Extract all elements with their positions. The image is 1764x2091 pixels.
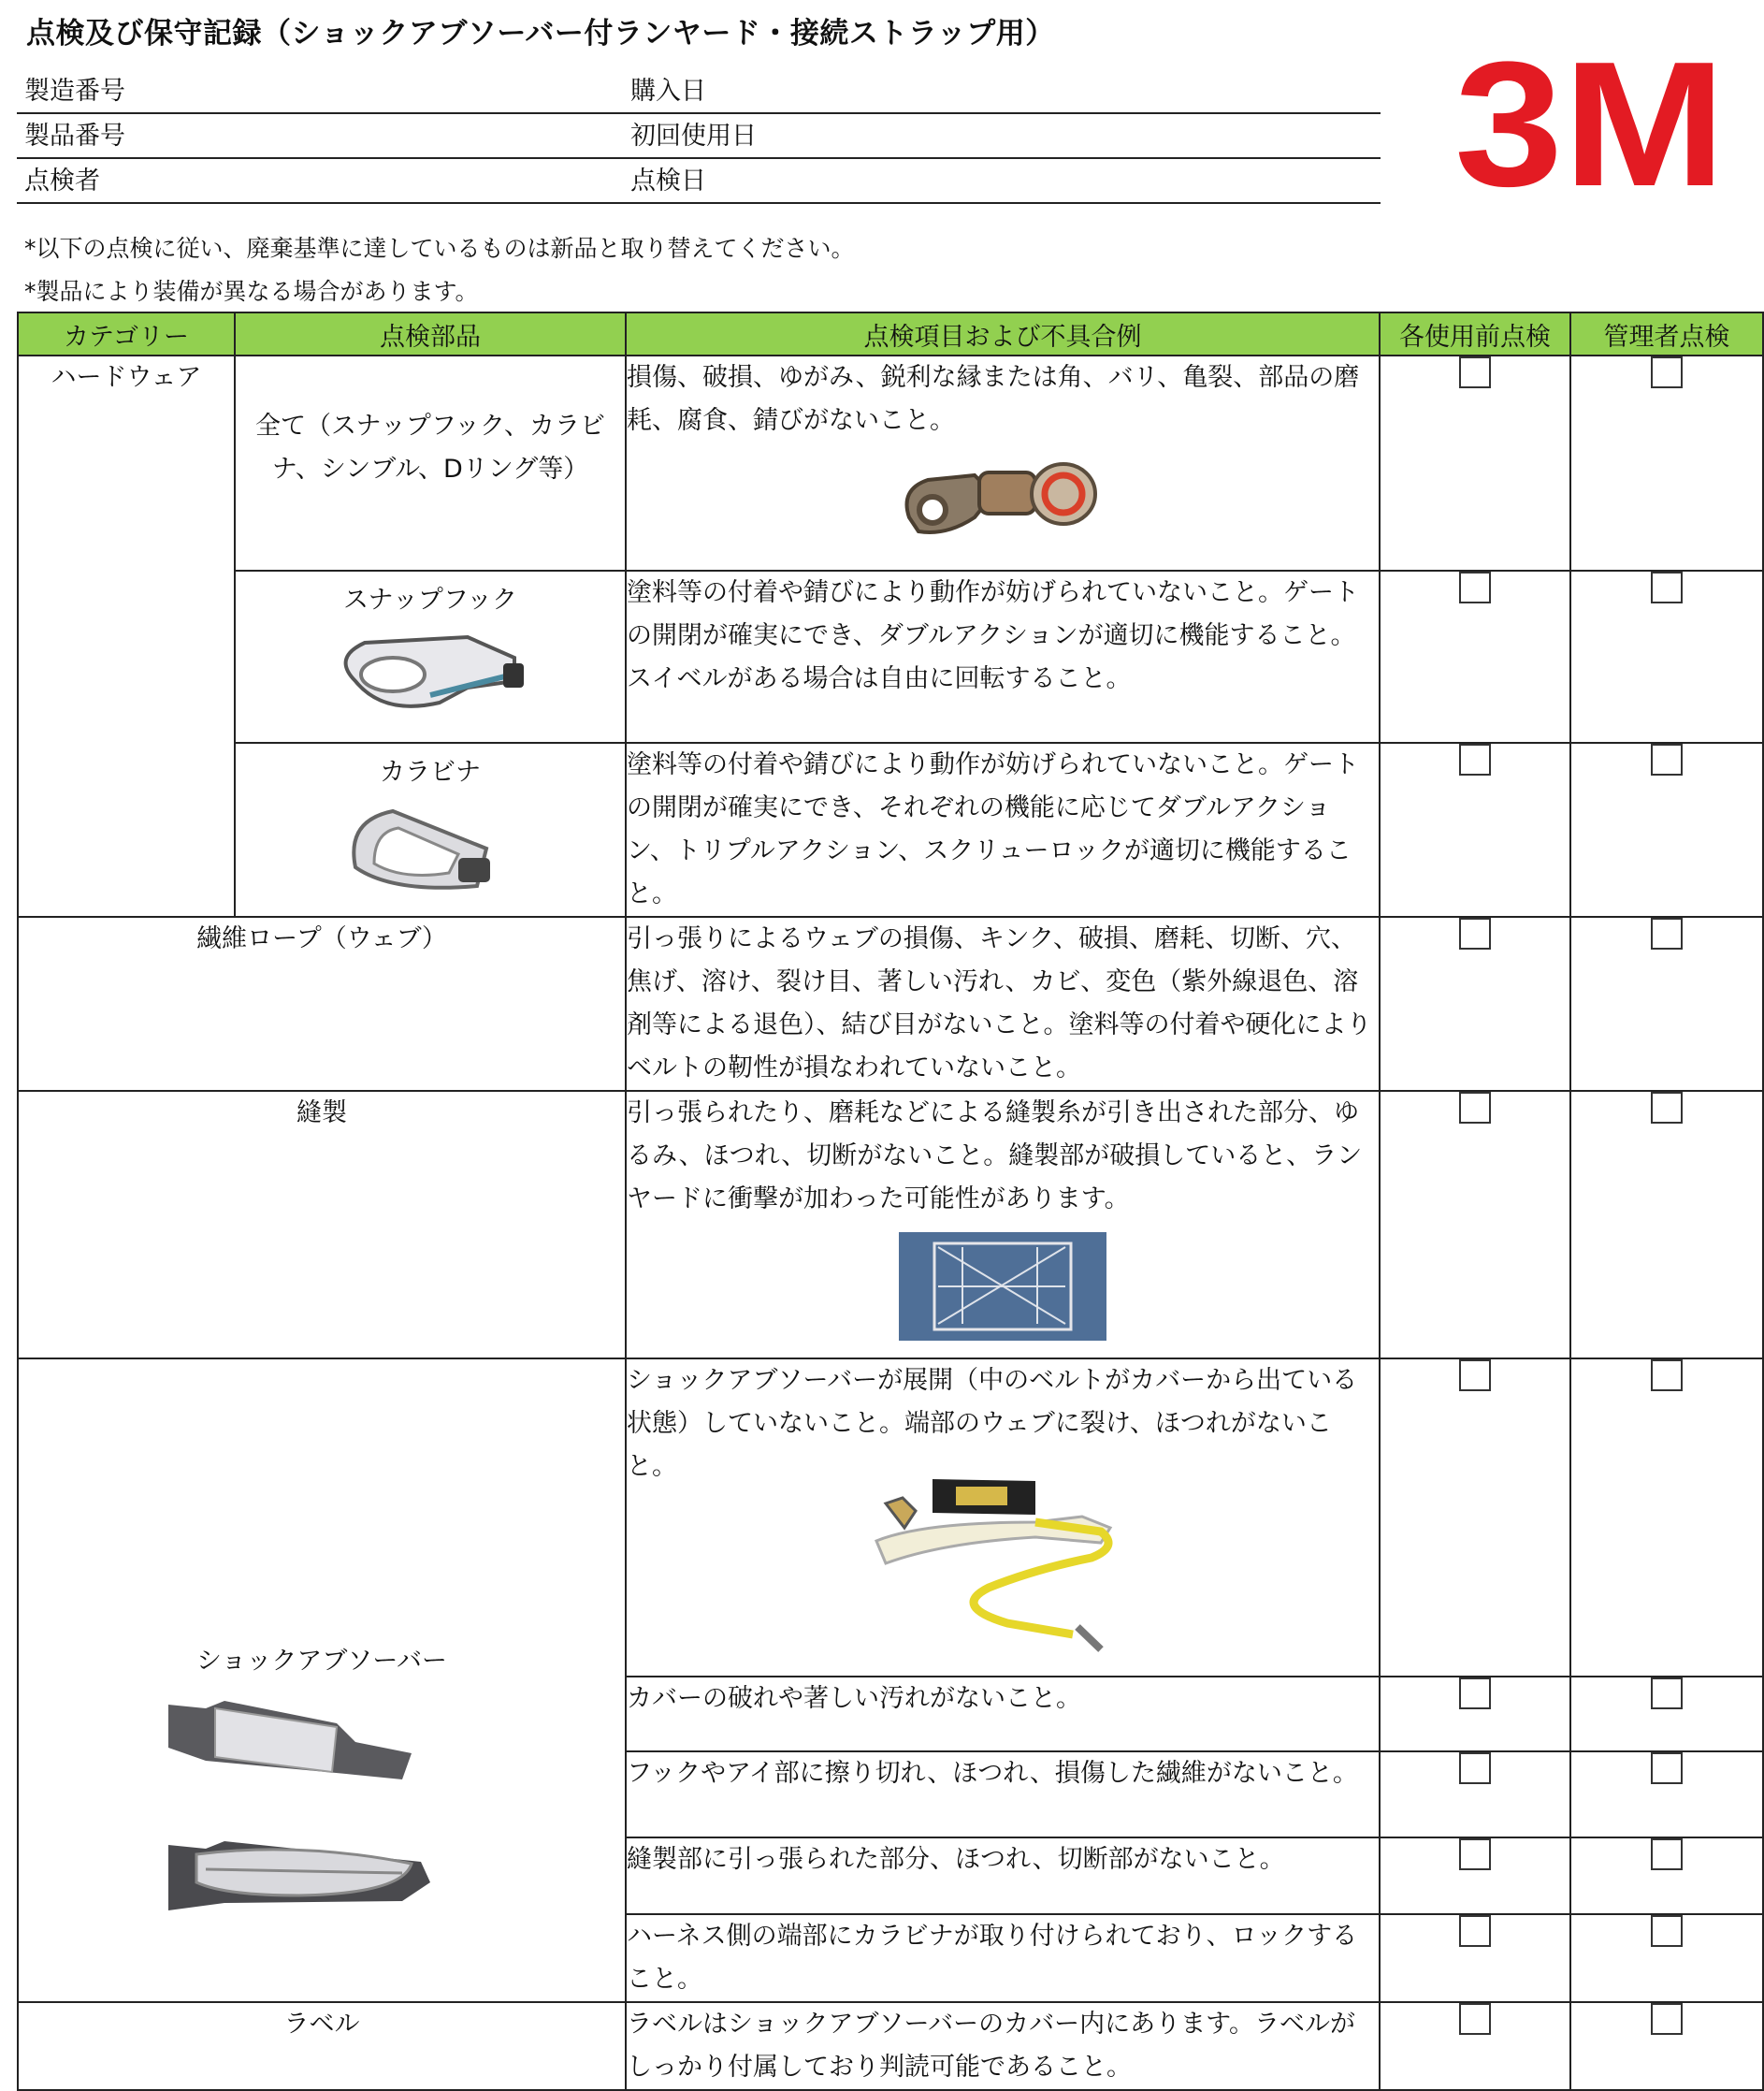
first-use-date-label: 初回使用日 xyxy=(630,122,757,151)
checkbox[interactable] xyxy=(1459,1677,1491,1709)
snap-hook-image xyxy=(327,630,533,714)
checkbox[interactable] xyxy=(1459,1752,1491,1784)
table-header-row xyxy=(18,312,1763,356)
table-row xyxy=(18,917,1763,1091)
table-row xyxy=(18,2002,1763,2090)
checkbox[interactable] xyxy=(1651,1838,1683,1870)
info-row xyxy=(17,114,1381,159)
desc-absorber-deployment xyxy=(626,1358,1380,1677)
admin-check[interactable] xyxy=(1570,1751,1763,1837)
checkbox[interactable] xyxy=(1651,918,1683,950)
category-label: ラベル xyxy=(18,2002,626,2090)
pre-use-check[interactable] xyxy=(1380,1358,1570,1677)
desc-absorber-hook-eye: フックやアイ部に擦り切れ、ほつれ、損傷した繊維がないこと。 xyxy=(626,1751,1380,1837)
stitching-image xyxy=(897,1230,1108,1343)
rusty-hardware-image xyxy=(890,452,1115,545)
checkbox[interactable] xyxy=(1651,744,1683,776)
desc-rope: 引っ張りによるウェブの損傷、キンク、破損、磨耗、切断、穴、焦げ、溶け、裂け目、著しい汚れ、カビ、変色（紫外線退色、溶剤等による退色）、結び目がないこと。塗料等の付着や硬化によりベルトの靭性が損なわれていないこと。 xyxy=(626,917,1380,1091)
checkbox[interactable] xyxy=(1459,1092,1491,1124)
desc-absorber-harness-end: ハーネス側の端部にカラビナが取り付けられており、ロックすること。 xyxy=(626,1914,1380,2002)
desc-absorber-stitching: 縫製部に引っ張られた部分、ほつれ、切断部がないこと。 xyxy=(626,1837,1380,1914)
checkbox[interactable] xyxy=(1651,356,1683,388)
pre-use-check[interactable] xyxy=(1380,1677,1570,1751)
shock-absorber-label: ショックアブソーバー xyxy=(195,1647,448,1676)
table-row xyxy=(18,571,1763,743)
pre-use-check[interactable] xyxy=(1380,1837,1570,1914)
category-rope: 繊維ロープ（ウェブ） xyxy=(18,917,626,1091)
checkbox[interactable] xyxy=(1459,1915,1491,1947)
checkbox[interactable] xyxy=(1651,572,1683,603)
part-carabiner-label: カラビナ xyxy=(380,758,481,787)
admin-check[interactable] xyxy=(1570,571,1763,743)
shock-absorber-image xyxy=(168,1695,430,1920)
carabiner-image xyxy=(337,802,524,895)
info-row xyxy=(17,69,1381,114)
header-pre-use: 各使用前点検 xyxy=(1380,312,1570,356)
admin-check[interactable] xyxy=(1570,917,1763,1091)
category-sewing: 縫製 xyxy=(18,1091,626,1358)
3m-logo xyxy=(1450,56,1730,196)
lanyard-image xyxy=(867,1466,1138,1653)
note-disposal: *以下の点検に従い、廃棄基準に達しているものは新品と取り替えてください。 xyxy=(24,235,855,262)
header-part: 点検部品 xyxy=(235,312,626,356)
category-shock-absorber xyxy=(18,1358,626,2002)
table-row xyxy=(18,743,1763,917)
pre-use-check[interactable] xyxy=(1380,1751,1570,1837)
inspection-date-label: 点検日 xyxy=(630,167,706,196)
desc-all-text: 損傷、破損、ゆがみ、鋭利な縁または角、バリ、亀裂、部品の磨耗、腐食、錆びがないこと。 xyxy=(627,363,1360,435)
part-snap-hook xyxy=(235,571,626,743)
checkbox[interactable] xyxy=(1459,356,1491,388)
svg-text:3M: 3M xyxy=(1454,56,1726,196)
checkbox[interactable] xyxy=(1651,1752,1683,1784)
checkbox[interactable] xyxy=(1651,1677,1683,1709)
checkbox[interactable] xyxy=(1459,572,1491,603)
desc-label: ラベルはショックアブソーバーのカバー内にあります。ラベルがしっかり付属しており判読可能であること。 xyxy=(626,2002,1380,2090)
table-row xyxy=(18,1091,1763,1358)
header-category: カテゴリー xyxy=(18,312,235,356)
admin-check[interactable] xyxy=(1570,356,1763,571)
checkbox[interactable] xyxy=(1651,1359,1683,1391)
pre-use-check[interactable] xyxy=(1380,1914,1570,2002)
admin-check[interactable] xyxy=(1570,1358,1763,1677)
checkbox[interactable] xyxy=(1459,1359,1491,1391)
pre-use-check[interactable] xyxy=(1380,2002,1570,2090)
part-snap-hook-label: スナップフック xyxy=(342,586,518,615)
desc-all xyxy=(626,356,1380,571)
admin-check[interactable] xyxy=(1570,743,1763,917)
checkbox[interactable] xyxy=(1459,1838,1491,1870)
inspector-label: 点検者 xyxy=(24,167,100,196)
info-row xyxy=(17,159,1381,204)
purchase-date-label: 購入日 xyxy=(630,77,706,106)
page-title: 点検及び保守記録（ショックアブソーバー付ランヤード・接続ストラップ用） xyxy=(26,17,1055,51)
checkbox[interactable] xyxy=(1459,2003,1491,2035)
checkbox[interactable] xyxy=(1459,744,1491,776)
part-all xyxy=(235,356,626,571)
table-row xyxy=(18,356,1763,571)
checkbox[interactable] xyxy=(1459,918,1491,950)
checkbox[interactable] xyxy=(1651,1915,1683,1947)
admin-check[interactable] xyxy=(1570,1914,1763,2002)
product-number-label: 製品番号 xyxy=(24,122,125,151)
desc-absorber-cover: カバーの破れや著しい汚れがないこと。 xyxy=(626,1677,1380,1751)
desc-sewing xyxy=(626,1091,1380,1358)
desc-sewing-text: 引っ張られたり、磨耗などによる縫製糸が引き出された部分、ゆるみ、ほつれ、切断がないこと。縫製部が破損していると、ランヤードに衝撃が加わった可能性があります。 xyxy=(627,1098,1363,1213)
pre-use-check[interactable] xyxy=(1380,571,1570,743)
pre-use-check[interactable] xyxy=(1380,743,1570,917)
admin-check[interactable] xyxy=(1570,1677,1763,1751)
admin-check[interactable] xyxy=(1570,1837,1763,1914)
part-carabiner xyxy=(235,743,626,917)
desc-snap-hook: 塗料等の付着や錆びにより動作が妨げられていないこと。ゲートの開閉が確実にでき、ダブルアクションが適切に機能すること。スイベルがある場合は自由に回転すること。 xyxy=(626,571,1380,743)
table-row xyxy=(18,1358,1763,1677)
serial-number-label: 製造番号 xyxy=(24,77,125,106)
desc-carabiner: 塗料等の付着や錆びにより動作が妨げられていないこと。ゲートの開閉が確実にでき、それぞれの機能に応じてダブルアクション、トリプルアクション、スクリューロックが適切に機能すること。 xyxy=(626,743,1380,917)
checkbox[interactable] xyxy=(1651,1092,1683,1124)
admin-check[interactable] xyxy=(1570,1091,1763,1358)
pre-use-check[interactable] xyxy=(1380,1091,1570,1358)
note-equipment: *製品により装備が異なる場合があります。 xyxy=(24,278,479,305)
header-items: 点検項目および不具合例 xyxy=(626,312,1380,356)
category-hardware: ハードウェア xyxy=(18,356,235,917)
checkbox[interactable] xyxy=(1651,2003,1683,2035)
pre-use-check[interactable] xyxy=(1380,917,1570,1091)
desc-absorber-deployment-text: ショックアブソーバーが展開（中のベルトがカバーから出ている状態）していないこと。端部のウェブに裂け、ほつれがないこと。 xyxy=(627,1366,1358,1481)
inspection-table xyxy=(17,312,1764,2091)
header-admin: 管理者点検 xyxy=(1570,312,1763,356)
record-info xyxy=(17,69,1381,204)
pre-use-check[interactable] xyxy=(1380,356,1570,571)
admin-check[interactable] xyxy=(1570,2002,1763,2090)
part-all-label: 全て（スナップフック、カラビナ、シンブル、Dリング等） xyxy=(255,412,605,484)
